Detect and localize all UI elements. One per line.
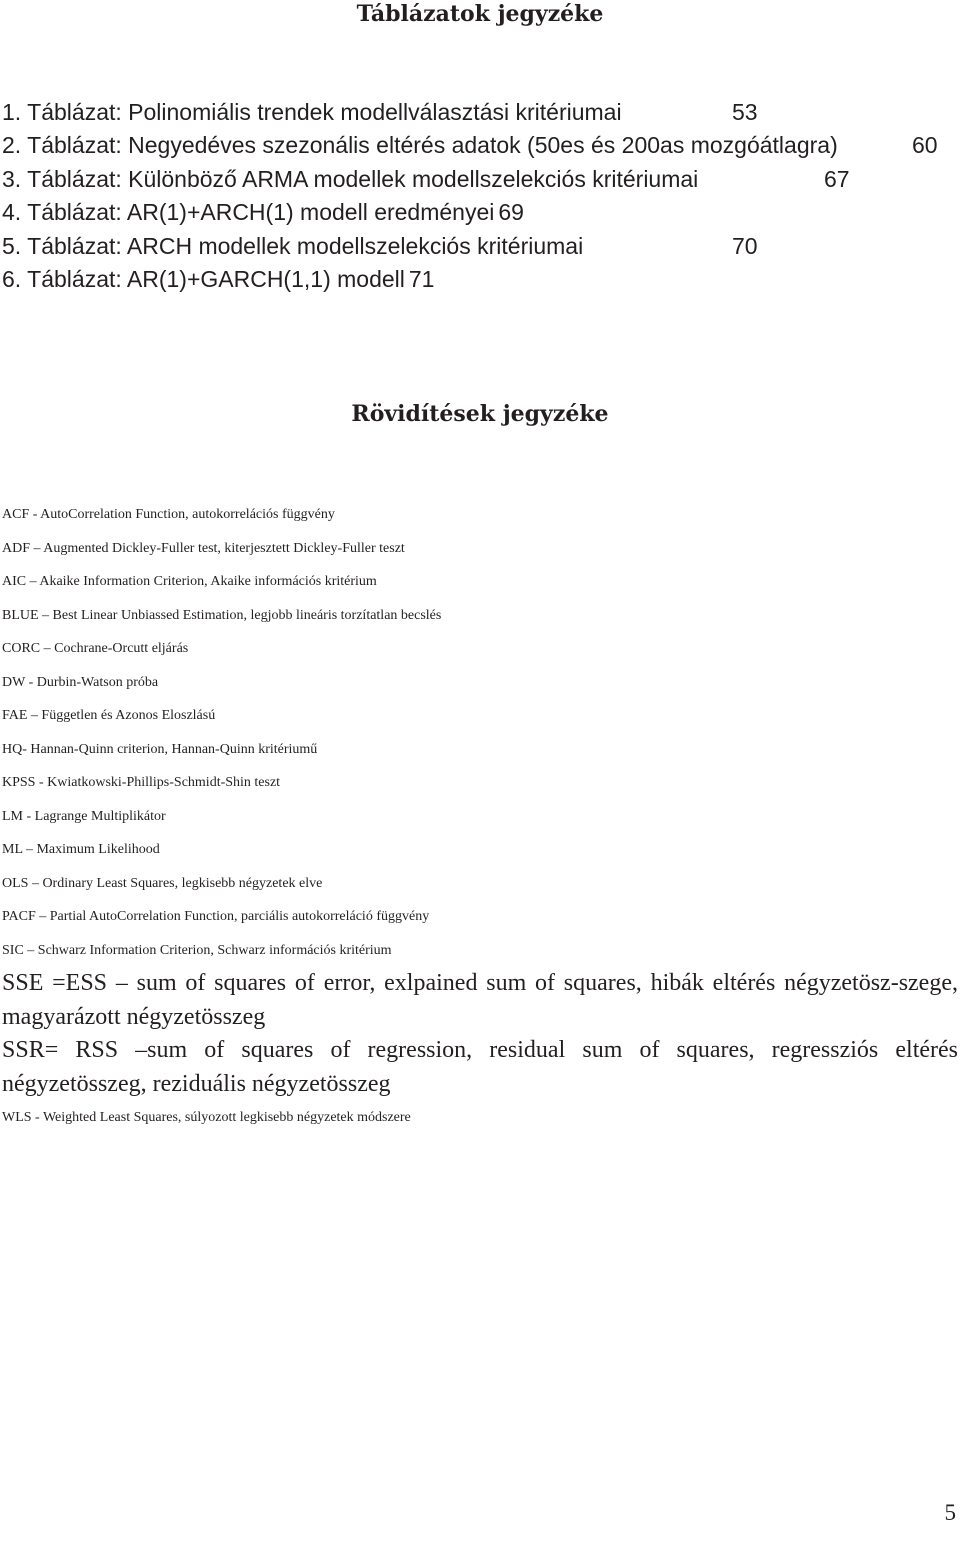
abbreviation-entry: BLUE – Best Linear Unbiassed Estimation, legjobb lineáris torzítatlan becslés xyxy=(2,607,442,623)
abbreviation-entry: ML – Maximum Likelihood xyxy=(2,842,160,857)
table-entry-label: 4. Táblázat: AR(1)+ARCH(1) modell eredményei xyxy=(2,199,495,226)
table-entry xyxy=(2,163,960,196)
table-entry-page: 53 xyxy=(732,99,758,125)
abbreviation-entry: LM - Lagrange Multiplikátor xyxy=(2,808,166,824)
abbreviation-entry: DW - Durbin-Watson próba xyxy=(2,674,159,690)
table-entry-label: 3. Táblázat: Különböző ARMA modellek modellszelekciós kritériumai xyxy=(2,165,699,192)
abbreviation-entry: OLS – Ordinary Least Squares, legkisebb négyzetek elve xyxy=(2,875,323,891)
abbreviation-entry: SSE =ESS – sum of squares of error, exlpained sum of squares, hibák eltérés négyzetösz-szege, magyarázott négyzetösszeg xyxy=(2,970,958,1030)
abbreviation-entry: CORC – Cochrane-Orcutt eljárás xyxy=(2,641,189,656)
table-entry xyxy=(2,230,960,263)
abbreviation-entry: SSR= RSS –sum of squares of regression, residual sum of squares, regressziós eltérés négyzetösszeg, reziduális négyzetösszeg xyxy=(2,1037,958,1097)
abbreviations-heading: Rövidítések jegyzéke xyxy=(351,401,609,427)
table-entry xyxy=(2,129,960,162)
table-entry xyxy=(2,263,960,296)
abbreviation-entry: WLS - Weighted Least Squares, súlyozott legkisebb négyzetek módszere xyxy=(2,1110,411,1125)
abbreviation-entry: SIC – Schwarz Information Criterion, Schwarz információs kritérium xyxy=(2,942,392,958)
abbreviation-entry: PACF – Partial AutoCorrelation Function, parciális autokorreláció függvény xyxy=(2,909,430,924)
table-entry-label: 2. Táblázat: Negyedéves szezonális eltérés adatok (50es és 200as mozgóátlagra) xyxy=(2,132,838,159)
table-entry-label: 1. Táblázat: Polinomiális trendek modellválasztási kritériumai xyxy=(2,99,622,125)
table-entry-page: 70 xyxy=(732,232,758,259)
tables-list xyxy=(2,96,960,296)
abbreviation-entry: ACF - AutoCorrelation Function, autokorrelációs függvény xyxy=(2,507,335,522)
abbreviation-entry: AIC – Akaike Information Criterion, Akaike információs kritérium xyxy=(2,574,377,589)
table-entry xyxy=(2,196,960,229)
abbreviation-entry: KPSS - Kwiatkowski-Phillips-Schmidt-Shin teszt xyxy=(2,775,281,790)
table-entry xyxy=(2,96,960,129)
tables-list-heading: Táblázatok jegyzéke xyxy=(356,1,604,27)
table-entry-page: 69 xyxy=(498,199,524,226)
abbreviation-entry: ADF – Augmented Dickley-Fuller test, kiterjesztett Dickley-Fuller teszt xyxy=(2,540,405,556)
page-number: 5 xyxy=(944,1500,956,1525)
abbreviation-entry: HQ- Hannan-Quinn criterion, Hannan-Quinn kritériumű xyxy=(2,741,318,757)
table-entry-label: 6. Táblázat: AR(1)+GARCH(1,1) modell xyxy=(2,265,405,292)
table-entry-page: 60 xyxy=(912,132,938,159)
abbreviations-list xyxy=(2,498,958,1135)
table-entry-label: 5. Táblázat: ARCH modellek modellszelekciós kritériumai xyxy=(2,232,584,259)
table-entry-page: 71 xyxy=(408,265,435,292)
table-entry-page: 67 xyxy=(824,165,850,192)
abbreviation-entry: FAE – Független és Azonos Eloszlású xyxy=(2,708,216,723)
